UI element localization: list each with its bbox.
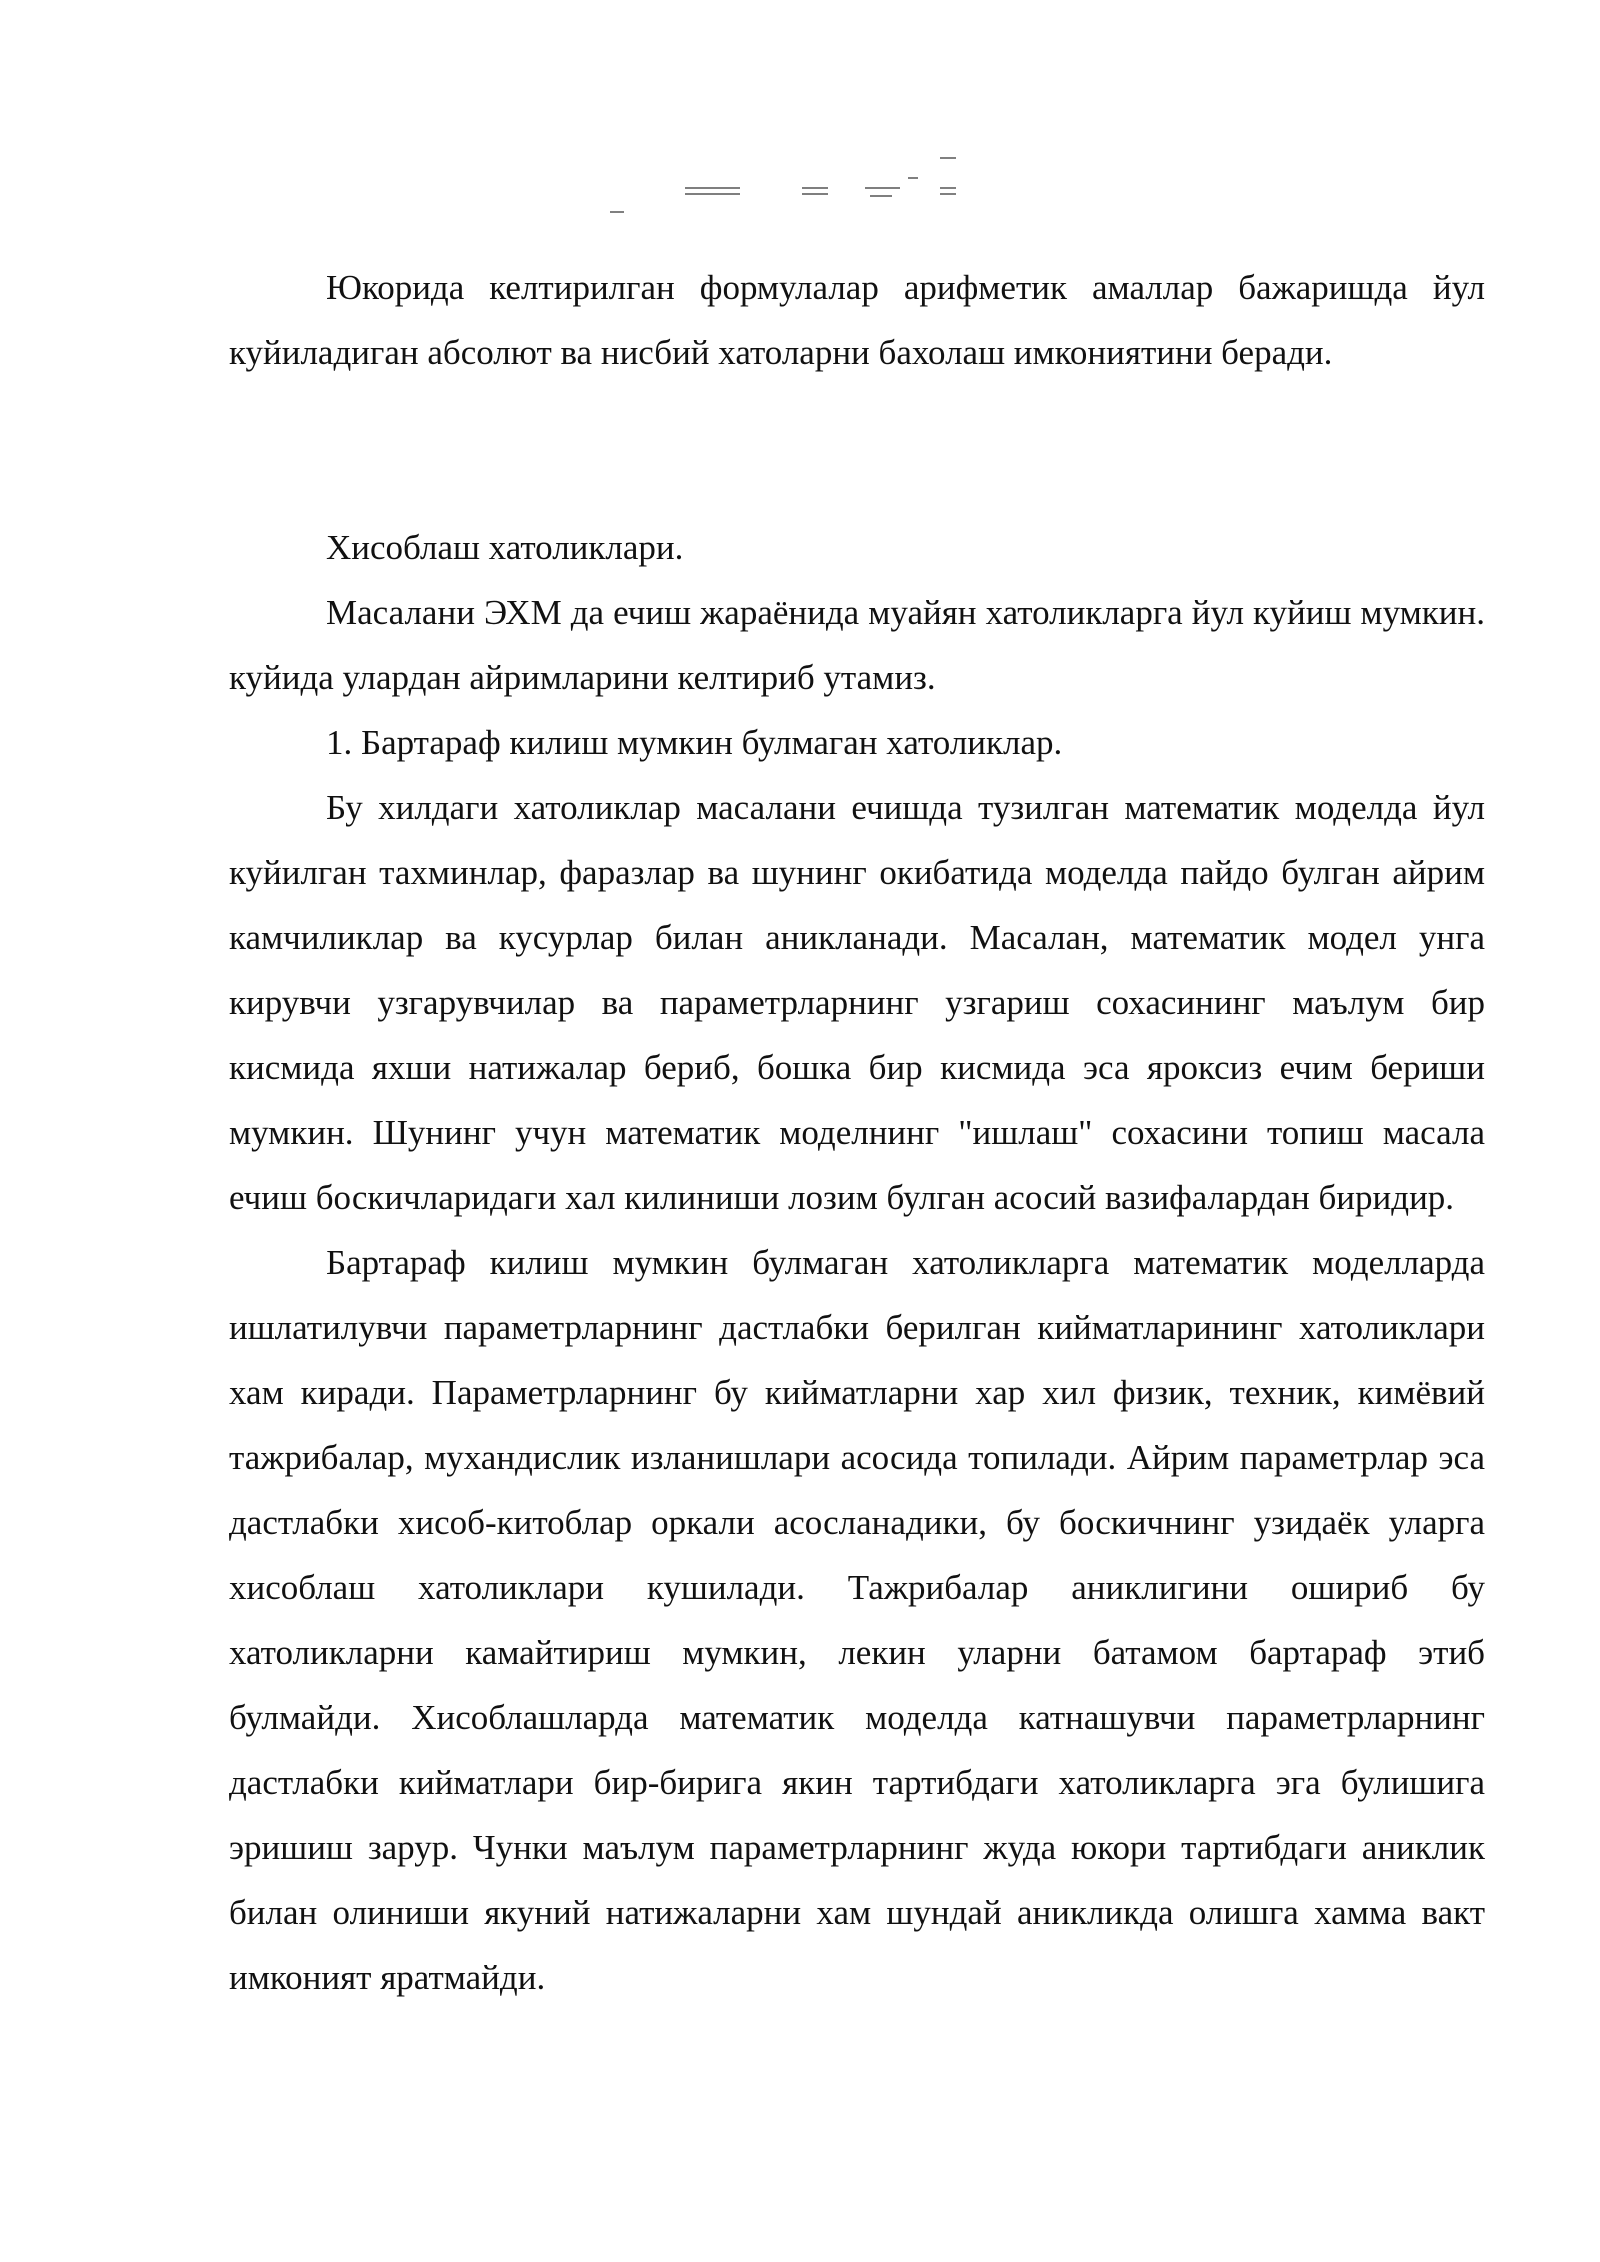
- paragraph: Бартараф килиш мумкин булмаган хатоликларга математик моделларда ишлатилувчи параметрларнинг дастлабки берилган кийматларининг хатоликлари хам киради. Параметрларнинг бу кийматларни хар хил физик, техник, кимёвий тажрибалар, мухандислик изланишлари асосида топилади. Айрим параметрлар эса дастлабки хисоб-китоблар оркали асосланадики, бу боскичнинг узидаёк уларга хисоблаш хатоликлари кушилади. Тажрибалар аниклигини ошириб бу хатоликларни камайтириш мумкин, лекин уларни батамом бартараф этиб булмайди. Хисоблашларда математик моделда катнашувчи параметрларнинг дастлабки кийматлари бир-бирига якин тартибдаги хатоликларга эга булишига эришиш зарур. Чунки маълум параметрларнинг жуда юкори тартибдаги аниклик билан олиниши якуний натижаларни хам шундай аникликда олишга хамма вакт имконият яратмайди.: [229, 1243, 1485, 1997]
- formula-remnant-marks: [610, 150, 1010, 220]
- list-item: 1. Бартараф килиш мумкин булмаган хатоликлар.: [326, 723, 1063, 762]
- intro-text: [229, 255, 1485, 385]
- paragraph: Юкорида келтирилган формулалар арифметик амаллар бажаришда йул куйиладиган абсолют ва нисбий хатоларни бахолаш имкониятини беради.: [229, 268, 1485, 372]
- paragraph: Масалани ЭХМ да ечиш жараёнида муайян хатоликларга йул куйиш мумкин. куйида улардан айримларини келтириб утамиз.: [229, 593, 1485, 697]
- paragraph: Бу хилдаги хатоликлар масалани ечишда тузилган математик моделда йул куйилган тахминлар, фаразлар ва шунинг окибатида моделда пайдо булган айрим камчиликлар ва кусурлар билан аникланади. Масалан, математик модел унга кирувчи узгарувчилар ва параметрларнинг узгариш сохасининг маълум бир кисмида яхши натижалар бериб, бошка бир кисмида эса яроксиз ечим бериши мумкин. Шунинг учун математик моделнинг "ишлаш" сохасини топиш масала ечиш боскичларидаги хал килиниши лозим булган асосий вазифалардан биридир.: [229, 788, 1485, 1217]
- section-heading: Хисоблаш хатоликлари.: [326, 528, 684, 567]
- main-text: [229, 450, 1485, 2010]
